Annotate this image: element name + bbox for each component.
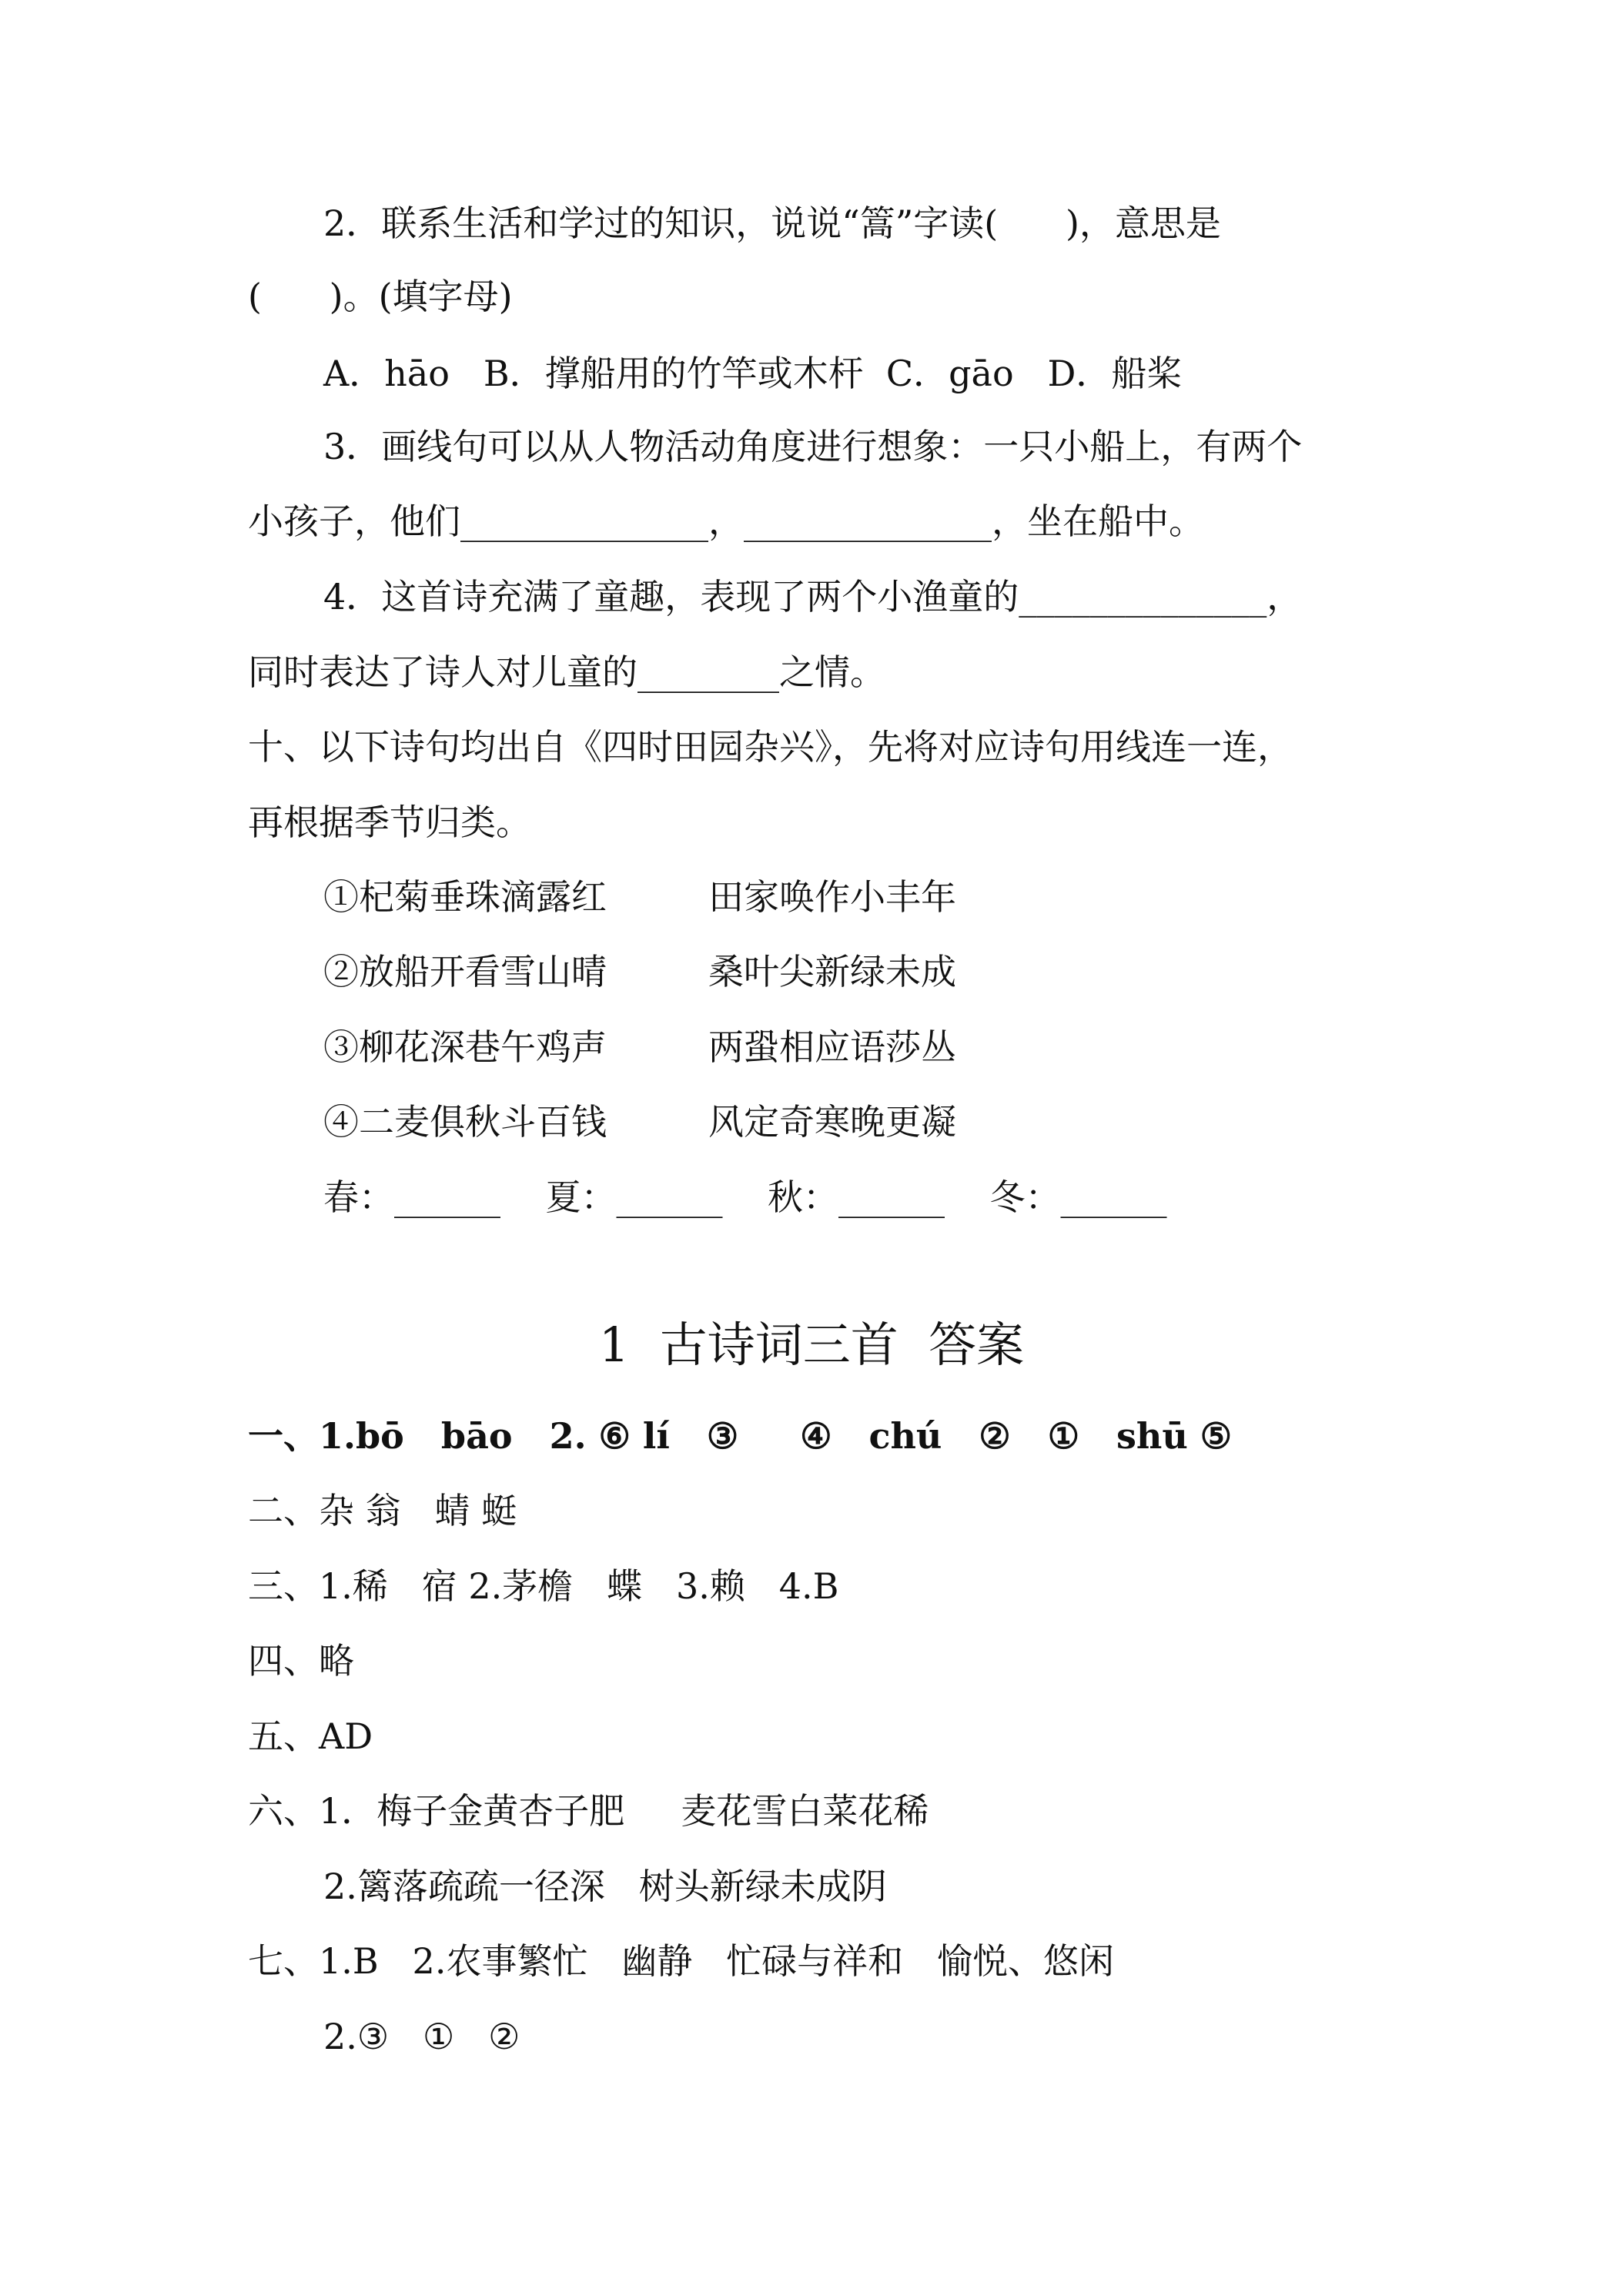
answer-2: 二、杂 翁 蜻 蜓: [248, 1490, 517, 1531]
poem-line-left: ④二麦俱秋斗百钱: [323, 1101, 607, 1143]
poem-line-right: 桑叶尖新绿未成: [708, 951, 956, 992]
answer-5: 五、AD: [248, 1715, 373, 1757]
answer-title: 1 古诗词三首 答案: [598, 1317, 1025, 1373]
poem-line-right: 田家唤作小丰年: [708, 876, 956, 918]
question-2-line-1: 2．联系生活和学过的知识，说说“篙”字读( )，意思是: [323, 202, 1221, 244]
answer-6-line-1: 六、1．梅子金黄杏子肥 麦花雪白菜花稀: [248, 1790, 929, 1832]
answer-3: 三、1.稀 宿 2.茅檐 蝶 3.赖 4.B: [248, 1565, 839, 1607]
poem-line-right: 风定奇寒晚更凝: [708, 1101, 956, 1143]
question-3-line-1: 3．画线句可以从人物活动角度进行想象：一只小船上，有两个: [323, 426, 1303, 467]
section-10-heading: 十、以下诗句均出自《四时田园杂兴》，先将对应诗句用线连一连，: [248, 726, 1293, 768]
poem-line-left: ②放船开看雪山晴: [323, 951, 607, 992]
poem-line-left: ③柳花深巷午鸡声: [323, 1026, 607, 1068]
section-10-instruction: 再根据季节归类。: [248, 802, 531, 843]
poem-line-left: ①杞菊垂珠滴露红: [323, 876, 607, 918]
question-2-line-2: ( )。(填字母): [248, 276, 513, 317]
question-4-line-1: 4．这首诗充满了童趣，表现了两个小渔童的______________，: [323, 576, 1303, 618]
answer-7-line-1: 七、1.B 2.农事繁忙 幽静 忙碌与祥和 愉悦、悠闲: [248, 1940, 1115, 1982]
question-2-options: A．hāo B．撑船用的竹竿或木杆 C．gāo D．船桨: [323, 353, 1183, 394]
answer-1: 一、1.bō bāo 2. ⑥ lí ③ ④ chú ② ① shū ⑤: [248, 1415, 1233, 1457]
poem-line-right: 两蛩相应语莎丛: [708, 1026, 956, 1068]
question-3-line-2: 小孩子，他们______________，______________，坐在船中。: [248, 500, 1204, 542]
answer-4: 四、略: [248, 1640, 354, 1682]
answer-6-line-2: 2.篱落疏疏一径深 树头新绿未成阴: [323, 1866, 887, 1907]
season-blanks: 春：______ 夏：______ 秋：______ 冬：______: [323, 1176, 1167, 1218]
question-4-line-2: 同时表达了诗人对儿童的________之情。: [248, 651, 885, 693]
answer-7-line-2: 2.③ ① ②: [323, 2016, 520, 2057]
